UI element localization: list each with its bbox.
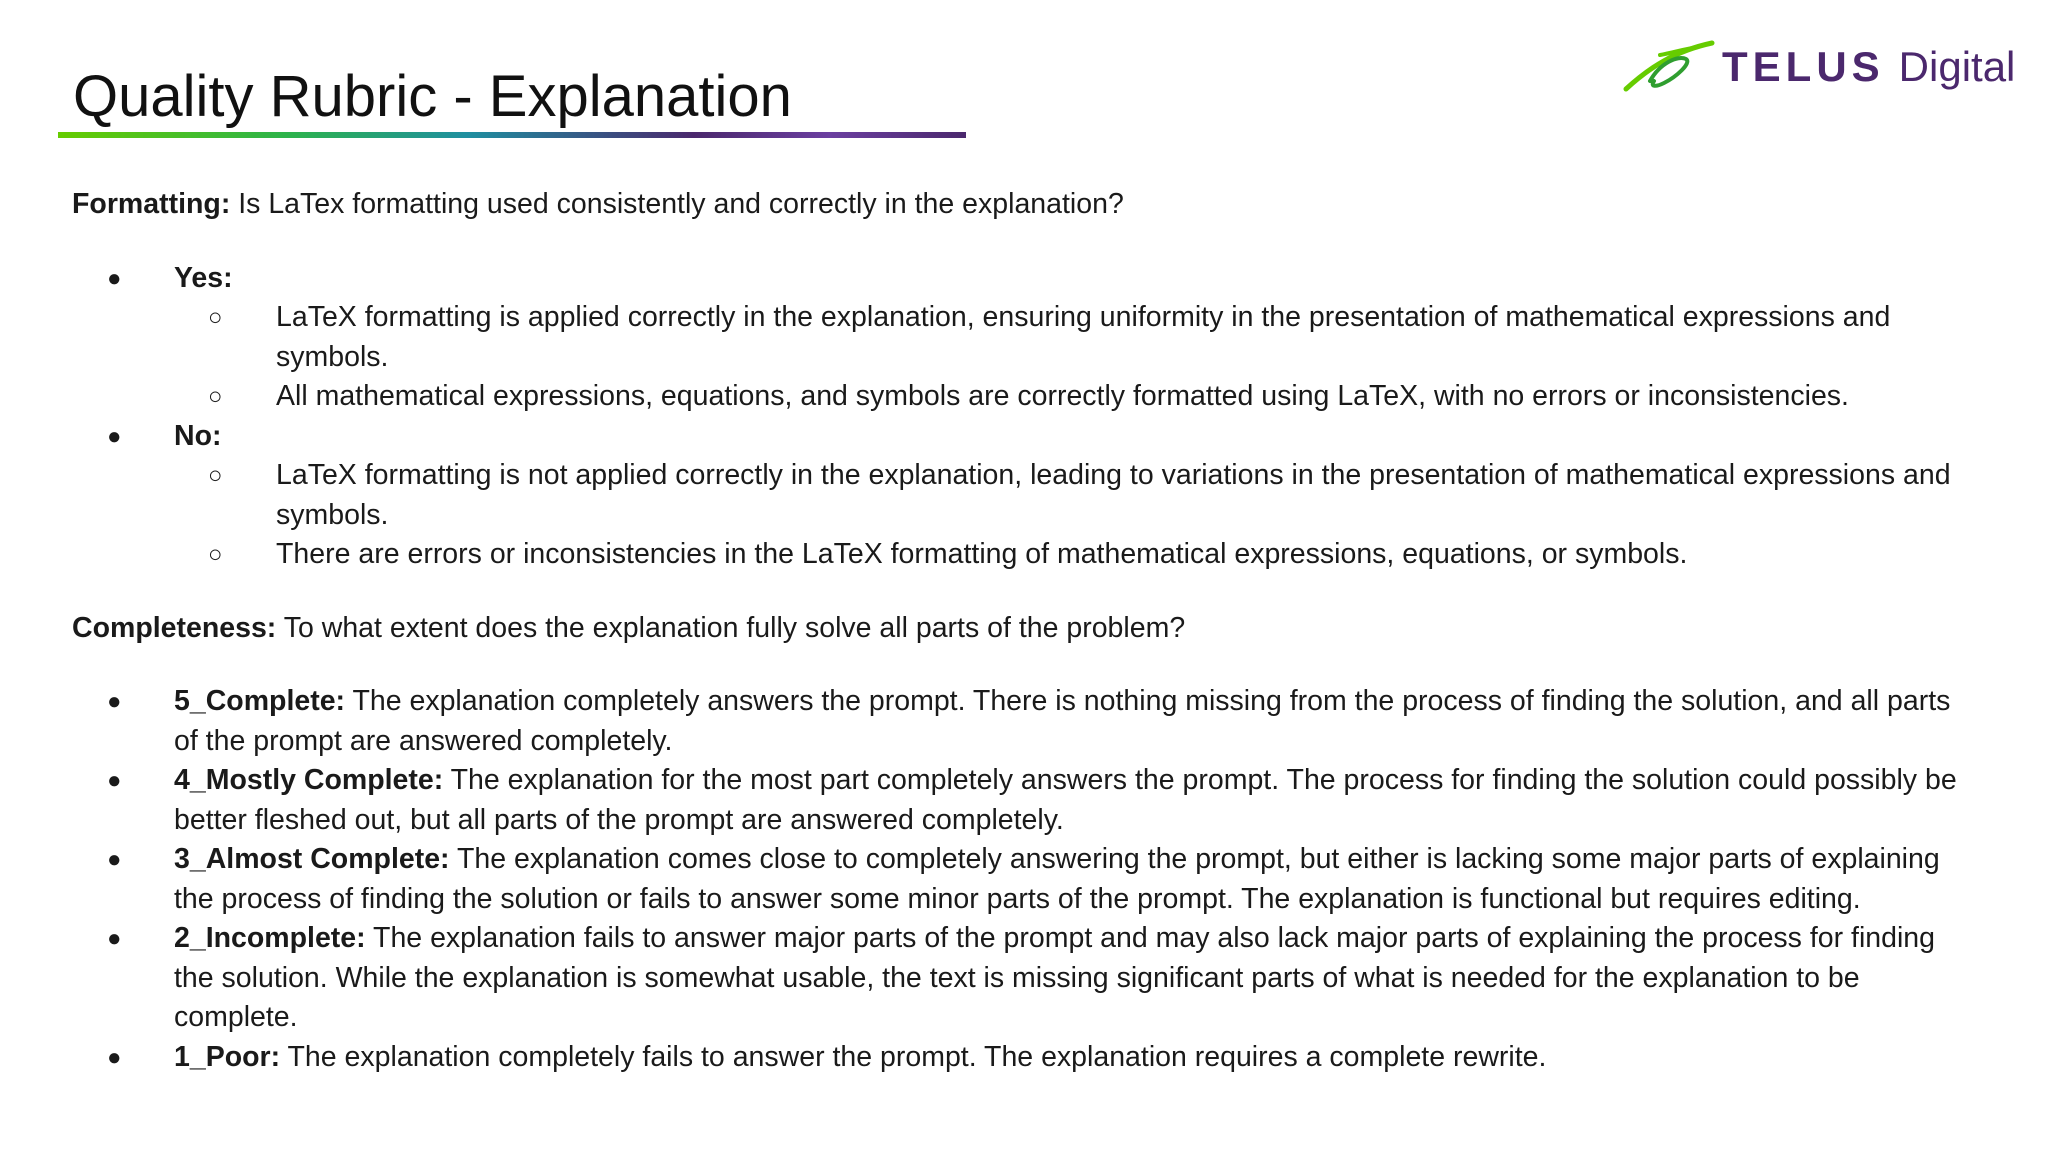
completeness-level-item (72, 1038, 2012, 1078)
completeness-heading-label: Completeness: (72, 611, 277, 644)
bullet-dot-icon: ● (107, 925, 122, 952)
logo-suffix: Digital (1898, 43, 2016, 90)
completeness-level-label: 3_Almost Complete: (174, 843, 450, 875)
bullet-dot-icon: ● (107, 422, 122, 450)
bullet-dot-icon: ● (107, 846, 122, 873)
completeness-level-text: The explanation completely fails to answer the prompt. The explanation requires a complete rewrite. (280, 1040, 1547, 1073)
bullet-dot-icon: ● (107, 688, 122, 715)
formatting-heading-question: Is LaTex formatting used consistently and correctly in the explanation? (230, 188, 1124, 220)
bullet-circle-icon: ○ (208, 383, 223, 410)
bullet-circle-icon: ○ (208, 304, 223, 331)
telus-leaf-icon (1620, 37, 1716, 97)
completeness-level-item (72, 761, 2012, 840)
bullet-circle-icon: ○ (208, 541, 223, 568)
bullet-circle-icon: ○ (208, 462, 223, 489)
formatting-yes-subitem (72, 377, 2012, 417)
completeness-level-label: 4_Mostly Complete: (174, 764, 444, 796)
spacer (72, 575, 2012, 609)
formatting-no-label: No: (174, 419, 222, 452)
formatting-no-subitem-text: LaTeX formatting is not applied correctly in the explanation, leading to variations in the presentation of mathematical expressions and symbols. (276, 459, 1951, 531)
formatting-yes-subitem-text: All mathematical expressions, equations, and symbols are correctly formatted using LaTeX, with no errors or inconsistencies. (276, 380, 1849, 412)
telus-digital-logo (1620, 32, 2015, 102)
bullet-dot-icon: ● (107, 767, 122, 794)
formatting-no-item (72, 417, 2012, 457)
completeness-level-label: 2_Incomplete: (174, 922, 366, 954)
completeness-level-label: 5_Complete: (174, 685, 346, 717)
slide-title: Quality Rubric - Explanation (73, 64, 792, 129)
formatting-yes-item (72, 259, 2012, 299)
formatting-yes-subitem (72, 298, 2012, 377)
logo-brand: TELUS (1722, 43, 1885, 90)
completeness-level-text: The explanation completely answers the prompt. There is nothing missing from the process of finding the solution, and all parts of the prompt are answered completely. (174, 685, 1951, 757)
formatting-heading-label: Formatting: (72, 188, 231, 220)
completeness-level-label: 1_Poor: (174, 1040, 281, 1073)
completeness-level-text: The explanation fails to answer major parts of the prompt and may also lack major parts of explaining the process for finding the solution. While the explanation is somewhat usable, the text is missing significant parts of what is needed for the explanation to be complete. (174, 922, 1936, 1033)
bullet-dot-icon: ● (107, 1043, 122, 1071)
formatting-yes-subitem-text: LaTeX formatting is applied correctly in the explanation, ensuring uniformity in the presentation of mathematical expressions and symbols. (276, 301, 1891, 373)
rubric-content (72, 185, 2012, 1077)
bullet-dot-icon: ● (107, 264, 122, 292)
formatting-no-subitem (72, 535, 2012, 575)
completeness-level-text: The explanation for the most part completely answers the prompt. The process for finding the solution could possibly be better fleshed out, but all parts of the prompt are answered completely. (174, 764, 1957, 836)
completeness-level-text: The explanation comes close to completely answering the prompt, but either is lacking some major parts of explaining the process of finding the solution or fails to answer some minor parts of the prompt. The explanation is functional but requires editing. (174, 843, 1940, 915)
formatting-heading (72, 185, 2012, 225)
completeness-heading-question: To what extent does the explanation fully solve all parts of the problem? (276, 611, 1186, 644)
spacer (72, 225, 2012, 259)
completeness-level-item (72, 682, 2012, 761)
spacer (72, 648, 2012, 682)
title-underline (58, 132, 966, 138)
completeness-level-item (72, 919, 2012, 1038)
formatting-yes-label: Yes: (174, 261, 233, 294)
formatting-no-subitem (72, 456, 2012, 535)
completeness-heading (72, 609, 2012, 649)
formatting-no-subitem-text: There are errors or inconsistencies in the LaTeX formatting of mathematical expressions, equations, or symbols. (276, 538, 1688, 570)
completeness-level-item (72, 840, 2012, 919)
